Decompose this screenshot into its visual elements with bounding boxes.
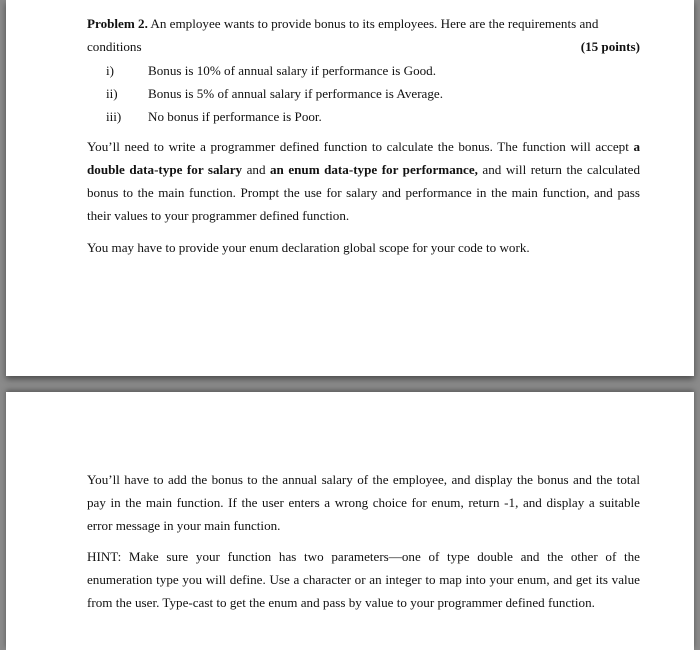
list-text: Bonus is 10% of annual salary if performance is Good. [148,63,436,78]
list-number: i) [106,63,114,78]
problem-heading [87,12,640,35]
para-text: You’ll need to write a programmer defined function to calculate the bonus. The function will accept [87,139,634,154]
list-item-1 [106,59,626,82]
para-bold-salary: a double data-type for salary [87,139,640,177]
instructions-paragraph [87,135,640,227]
list-item-3 [106,105,626,128]
enum-scope-paragraph: You may have to provide your enum declaration global scope for your code to work. [87,240,530,255]
problem-label: Problem 2. [87,16,148,31]
problem-intro: An employee wants to provide bonus to its employees. Here are the requirements and [147,16,599,31]
para-text: and will return the calculated bonus to the main function. Prompt the use for salary and performance in the main function, and pass their values to your programmer defined function. [87,162,641,223]
hint-paragraph: HINT: Make sure your function has two parameters—one of type double and the other of the enumeration type you will define. Use a character or an integer to map into your enum, and get its value from the user. Type-cast to get the enum and pass by value to your programmer defined function. [87,549,640,610]
list-text: Bonus is 5% of annual salary if performance is Average. [148,86,443,101]
points-label: (15 points) [580,39,640,54]
list-number: ii) [106,86,118,101]
list-text: No bonus if performance is Poor. [148,109,322,124]
document-page-2 [6,392,694,650]
display-paragraph: You’ll have to add the bonus to the annual salary of the employee, and display the bonus and the total pay in the main function. If the user enters a wrong choice for enum, return -1, and display a suitable error message in your main function. [87,472,640,533]
para-bold-enum: an enum data-type for performance, [270,162,478,177]
document-page-1 [6,0,694,376]
conditions-row [87,35,640,58]
list-item-2 [106,82,626,105]
list-number: iii) [106,109,122,124]
conditions-label: conditions [87,39,142,54]
para-text: and [242,162,270,177]
